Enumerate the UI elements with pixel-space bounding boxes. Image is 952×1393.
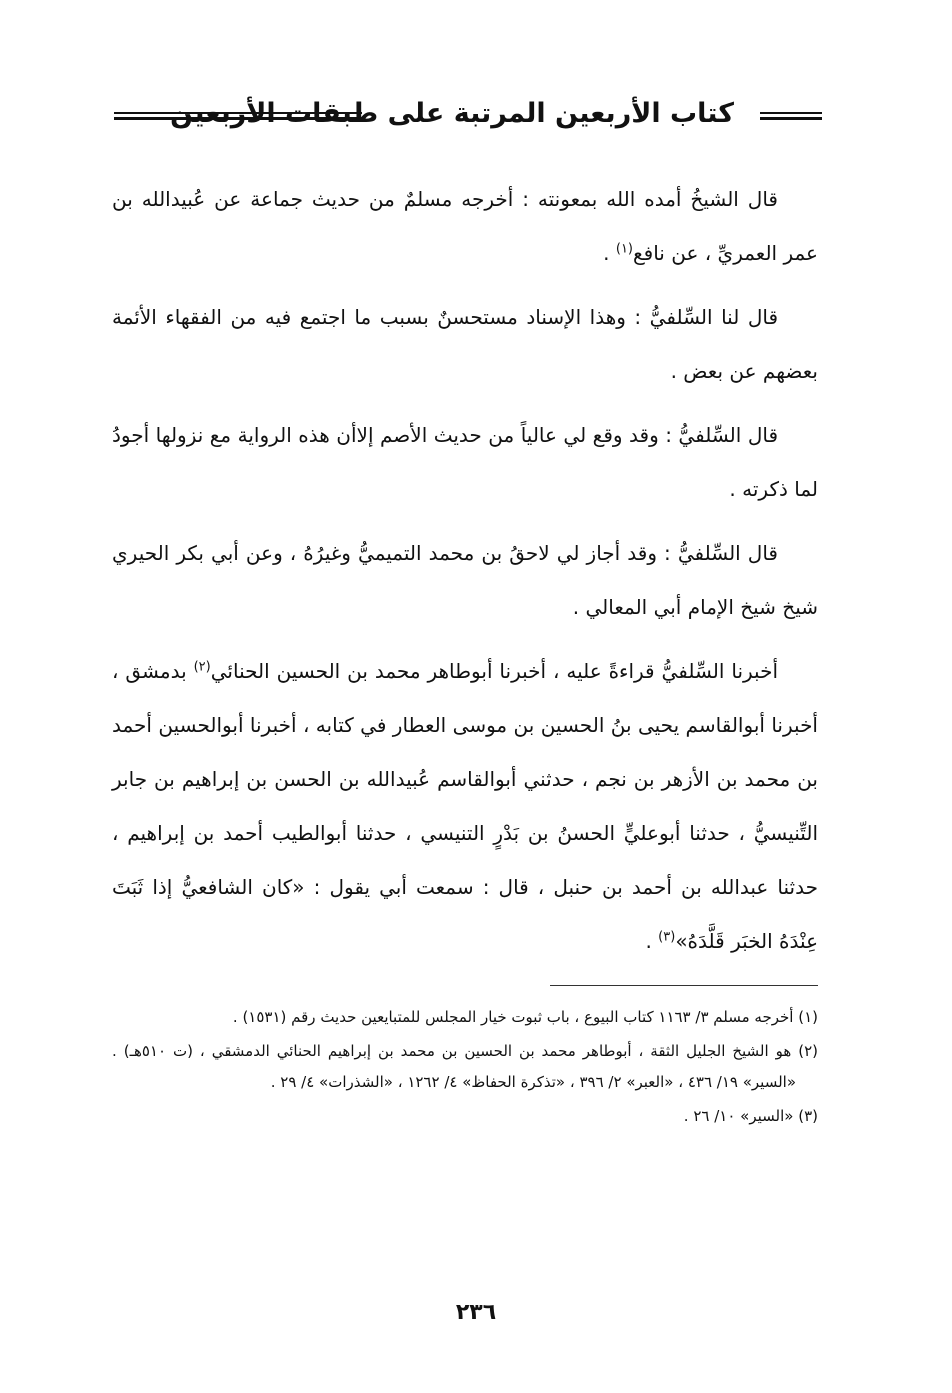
paragraph-text: قال لنا السِّلفيُّ : وهذا الإسناد مستحسنٌ بسبب ما اجتمع فيه من الفقهاء الأئمة بعضهم عن بعض .: [112, 305, 818, 383]
paragraph: [112, 172, 818, 280]
paragraph-text: قال السِّلفيُّ : وقد أجاز لي لاحقُ بن محمد التميميُّ وغيرُهُ ، وعن أبي بكر الحيري شيخ شيخ الإمام أبي المعالي .: [112, 541, 818, 619]
running-header: [110, 86, 822, 146]
paragraph-tail: .: [603, 241, 616, 265]
paragraph: [112, 644, 818, 968]
footnote-ref: (٣): [658, 929, 676, 945]
paragraph-text: قال السِّلفيُّ : وقد وقع لي عالياً من حديث الأصم إلاأن هذه الرواية مع نزولها أجودُ لما ذكرته .: [112, 423, 818, 501]
footnote-ref: (١): [615, 241, 633, 257]
footnote: (٢) هو الشيخ الجليل الثقة ، أبوطاهر محمد بن الحسين بن محمد بن إبراهيم الحنائي الدمشقي ، (ت ٥١٠هـ) . «السير» ١٩/ ٤٣٦ ، «العبر» ٢/ ٣٩٦ ، «تذكرة الحفاظ» ٤/ ١٢٦٢ ، «الشذرات» ٤/ ٢٩ .: [112, 1042, 818, 1091]
footnotes: [112, 1002, 818, 1135]
paragraph-text: قال الشيخُ أمده الله بمعونته : أخرجه مسلمٌ من حديث جماعة عن عُبيدالله بن عمر العمريِّ ، عن نافع: [112, 187, 818, 265]
main-text: [112, 172, 818, 978]
footnote-ref: (٢): [193, 659, 211, 675]
paragraph-text: أخبرنا السِّلفيُّ قراءةً عليه ، أخبرنا أبوطاهر محمد بن الحسين الحنائي: [210, 659, 778, 683]
paragraph: [112, 526, 818, 634]
footnote: (٣) «السير» ١٠/ ٢٦ .: [683, 1107, 818, 1125]
header-rule-left: [114, 112, 362, 120]
footnote: (١) أخرجه مسلم ٣/ ١١٦٣ كتاب البيوع ، باب ثبوت خيار المجلس للمتبايعين حديث رقم (١٥٣١) .: [232, 1008, 818, 1026]
book-title: كتاب الأربعين المرتبة على طبقات الأربعين: [170, 98, 734, 129]
page-number: ٢٣٦: [455, 1300, 497, 1325]
paragraph-end: .: [645, 929, 659, 953]
header-rule-right: [760, 112, 822, 120]
footnote-separator: [550, 985, 818, 986]
paragraph-tail: بدمشق ، أخبرنا أبوالقاسم يحيى بنُ الحسين بن موسى العطار في كتابه ، أخبرنا أبوالحسين أحمد بن محمد بن الأزهر بن نجم ، حدثني أبوالقاسم عُبيدالله بن الحسن بن إبراهيم بن جابر التِّنيسيُّ ، حدثنا أبوعليٍّ الحسنُ بن بَدْرٍ التنيسي ، حدثنا أبوالطيب أحمد بن إبراهيم ، حدثنا عبدالله بن أحمد بن حنبل ، قال : سمعت أبي يقول : «كان الشافعيُّ إذا ثَبَتَ عِنْدَهُ الخبَر قَلَّدَهُ»: [112, 659, 818, 953]
paragraph: [112, 290, 818, 398]
paragraph: [112, 408, 818, 516]
